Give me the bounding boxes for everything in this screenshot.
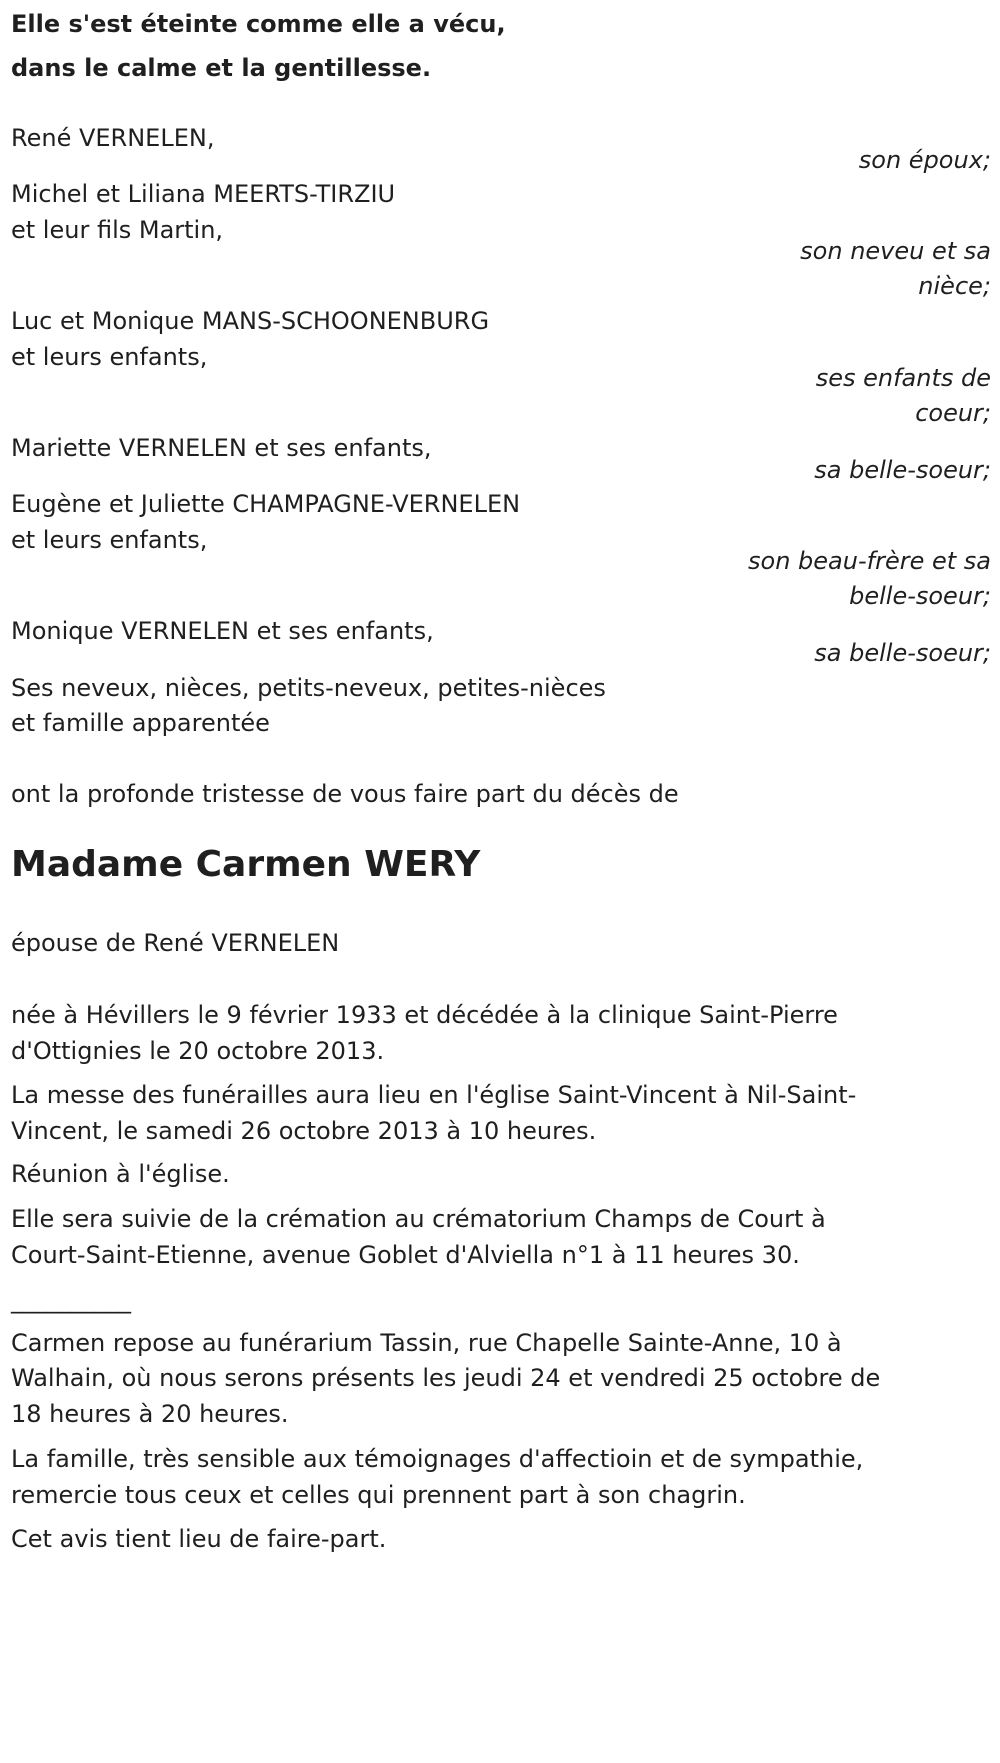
family-member-line: et leur fils Martin, [11, 216, 224, 244]
family-member-line: Michel et Liliana MEERTS-TIRZIU [11, 180, 396, 208]
family-member-line: et famille apparentée [11, 709, 270, 737]
family-relation: ses enfants de [815, 364, 991, 392]
family-member-line: Luc et Monique MANS-SCHOONENBURG [11, 307, 490, 335]
funeral-mass-line: Vincent, le samedi 26 octobre 2013 à 10 heures. [11, 1117, 597, 1145]
family-relation: son époux; [858, 146, 991, 174]
family-relation: son neveu et sa [800, 237, 991, 265]
visitation-line: Walhain, où nous serons présents les jeudi 24 et vendredi 25 octobre de [11, 1364, 881, 1392]
funeral-mass-line: La messe des funérailles aura lieu en l'église Saint-Vincent à Nil-Saint- [11, 1081, 857, 1109]
family-member-line: Ses neveux, nièces, petits-neveux, petites-nièces [11, 674, 606, 702]
family-member-line: Eugène et Juliette CHAMPAGNE-VERNELEN [11, 490, 521, 518]
family-member-line: René VERNELEN, [11, 124, 215, 152]
birth-death-line: née à Hévillers le 9 février 1933 et décédée à la clinique Saint-Pierre [11, 1001, 838, 1029]
spouse-line: épouse de René VERNELEN [11, 929, 340, 957]
cremation-line: Elle sera suivie de la crémation au crématorium Champs de Court à [11, 1205, 826, 1233]
family-relation: sa belle-soeur; [814, 456, 991, 484]
family-relation: son beau-frère et sa [748, 547, 991, 575]
cremation-line: Court-Saint-Etienne, avenue Goblet d'Alviella n°1 à 11 heures 30. [11, 1241, 800, 1269]
family-member-line: Monique VERNELEN et ses enfants, [11, 617, 434, 645]
motto-line-2: dans le calme et la gentillesse. [11, 54, 432, 82]
announcement: ont la profonde tristesse de vous faire part du décès de [11, 780, 679, 808]
visitation-line: 18 heures à 20 heures. [11, 1400, 289, 1428]
birth-death-line: d'Ottignies le 20 octobre 2013. [11, 1037, 385, 1065]
family-member-line: et leurs enfants, [11, 526, 208, 554]
thanks-line: remercie tous ceux et celles qui prennent part à son chagrin. [11, 1481, 746, 1509]
deceased-name: Madame Carmen WERY [11, 844, 481, 885]
motto-line-1: Elle s'est éteinte comme elle a vécu, [11, 10, 506, 38]
family-member-line: Mariette VERNELEN et ses enfants, [11, 434, 432, 462]
family-relation: sa belle-soeur; [814, 639, 991, 667]
thanks-line: La famille, très sensible aux témoignages d'affectioin et de sympathie, [11, 1445, 864, 1473]
family-relation: belle-soeur; [849, 582, 991, 610]
family-relation: nièce; [918, 272, 991, 300]
family-member-line: et leurs enfants, [11, 343, 208, 371]
meeting-line: Réunion à l'église. [11, 1160, 230, 1188]
visitation-line: Carmen repose au funérarium Tassin, rue Chapelle Sainte-Anne, 10 à [11, 1329, 842, 1357]
separator: __________ [11, 1286, 131, 1314]
family-relation: coeur; [915, 399, 991, 427]
notice-line: Cet avis tient lieu de faire-part. [11, 1525, 387, 1553]
